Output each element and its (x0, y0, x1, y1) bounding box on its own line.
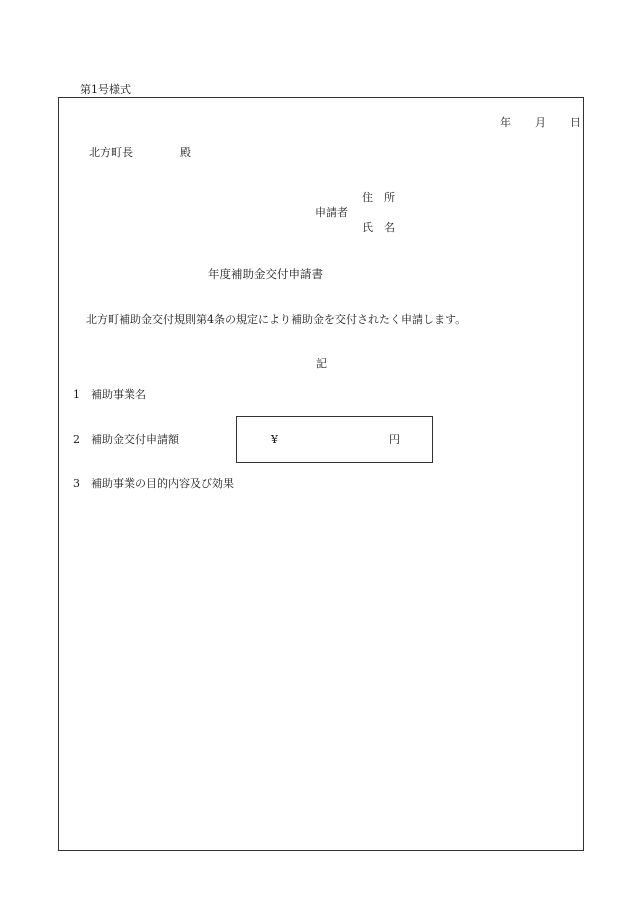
applicant-address-label: 住 所 (362, 191, 395, 204)
ki-label: 記 (316, 357, 327, 370)
date-year: 年 (500, 116, 511, 129)
addressee-honorific: 殿 (180, 146, 191, 159)
applicant-name-label: 氏 名 (362, 221, 395, 234)
form-number: 第1号様式 (80, 83, 131, 96)
item-3-number: 3 (73, 477, 80, 490)
item-1-number: 1 (73, 388, 80, 401)
item-1-label: 補助事業名 (91, 388, 146, 401)
document-title: 年度補助金交付申請書 (208, 267, 323, 281)
body-text: 北方町補助金交付規則第4条の規定により補助金を交付されたく申請します。 (86, 313, 467, 326)
applicant-label: 申請者 (315, 206, 348, 219)
item-3-label: 補助事業の目的内容及び効果 (91, 477, 234, 490)
item-2-number: 2 (73, 433, 80, 446)
amount-box (236, 416, 433, 463)
date-day: 日 (570, 116, 581, 129)
amount-yen-symbol: ¥ (271, 433, 278, 446)
amount-unit: 円 (389, 433, 400, 446)
item-2-label: 補助金交付申請額 (91, 433, 179, 446)
date-month: 月 (535, 116, 546, 129)
addressee-name: 北方町長 (89, 146, 133, 159)
